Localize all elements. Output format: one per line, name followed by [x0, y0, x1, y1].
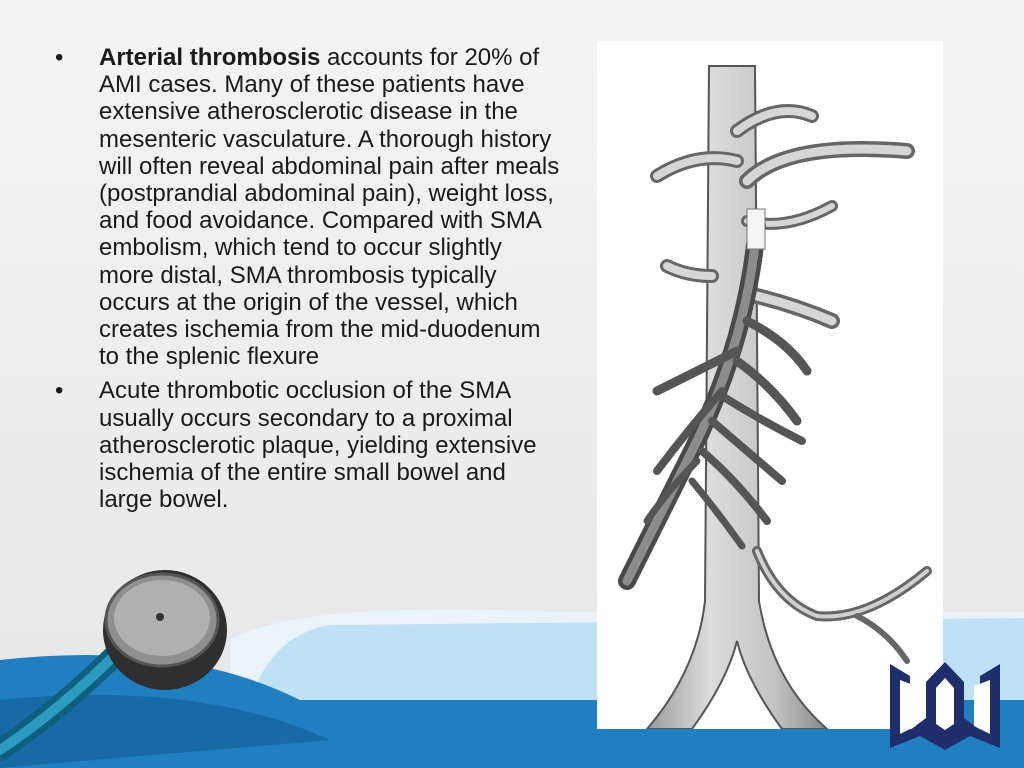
university-logo: [886, 658, 1004, 752]
stethoscope-image: [0, 560, 260, 768]
bullet-text: Acute thrombotic occlusion of the SMA usually occurs secondary to a proximal atherosclerotic plaque, yielding extensive ischemia of the entire small bowel and large bowel.: [99, 377, 537, 514]
sma-thrombosis-illustration: [597, 41, 943, 729]
bullet-marker: •: [55, 377, 64, 405]
bullet-item-2: [55, 377, 560, 513]
vessel-drawing: [597, 41, 943, 729]
bullet-text: accounts for 20% of AMI cases. Many of these patients have extensive atherosclerotic disease in the mesenteric vasculature. A thorough history will often reveal abdominal pain after meals (postprandial abdominal pain), weight loss, and food avoidance. Compared with SMA embolism, which tend to occur slightly more distal, SMA thrombosis typically occurs at the origin of the vessel, which creates ischemia from the mid-duodenum to the splenic flexure: [99, 44, 560, 371]
bullet-list: [55, 44, 560, 520]
bullet-item-1: [55, 44, 560, 370]
bullet-bold-text: Arterial thrombosis: [99, 44, 321, 71]
bullet-marker: •: [55, 44, 64, 71]
